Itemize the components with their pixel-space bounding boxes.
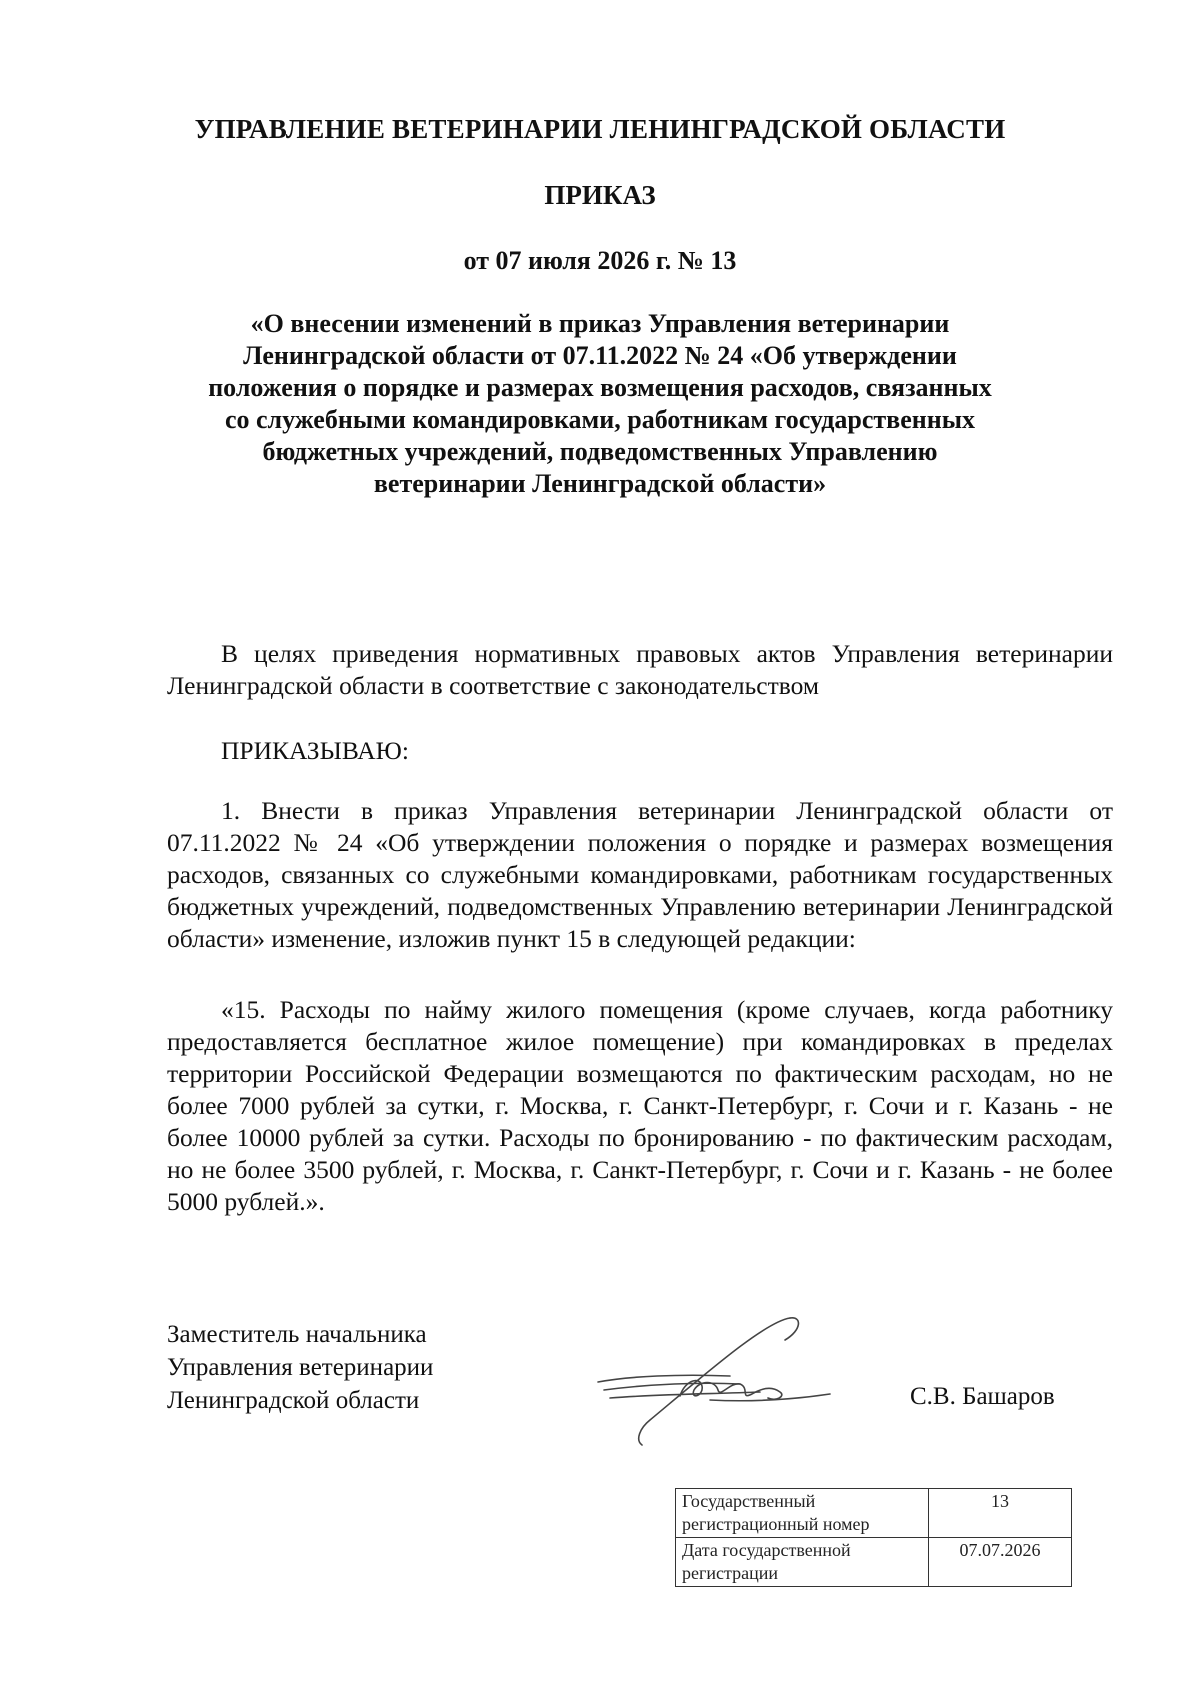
reg-number-value: 13 xyxy=(929,1489,1072,1538)
signer-position xyxy=(167,1318,433,1417)
point-1-paragraph: 1. Внести в приказ Управления ветеринарии Ленинградской области от 07.11.2022 № 24 «Об утверждении положения о порядке и размерах возмещения расходов, связанных со служебными командировками, работникам государственных бюджетных учреждений, подведомственных Управлению ветеринарии Ленинградской области» изменение, изложив пункт 15 в следующей редакции: xyxy=(167,796,1113,953)
handwritten-signature xyxy=(590,1310,840,1450)
registration-stamp-table xyxy=(675,1488,1072,1587)
signer-position-line: Ленинградской области xyxy=(167,1387,420,1414)
document-subject: «О внесении изменений в приказ Управления ветеринарии Ленинградской области от 07.11.2022 № 24 «Об утверждении положения о порядке и размерах возмещения расходов, связанных со служебными командировками, работникам государственных бюджетных учреждений, подведомственных Управлению ветеринарии Ленинградской области» xyxy=(208,309,992,498)
table-row xyxy=(676,1489,1072,1538)
order-word: ПРИКАЗЫВАЮ: xyxy=(221,736,409,765)
signer-name: С.В. Башаров xyxy=(910,1383,1055,1410)
reg-date-value: 07.07.2026 xyxy=(929,1538,1072,1587)
signer-position-line: Управления ветеринарии xyxy=(167,1354,434,1381)
reg-number-label: Государственный регистрационный номер xyxy=(676,1489,929,1538)
document-date-number: от 07 июля 2026 г. № 13 xyxy=(463,246,737,275)
organization-name: УПРАВЛЕНИЕ ВЕТЕРИНАРИИ ЛЕНИНГРАДСКОЙ ОБЛАСТИ xyxy=(194,114,1006,144)
signer-position-line: Заместитель начальника xyxy=(167,1321,427,1348)
point-15-quote: «15. Расходы по найму жилого помещения (кроме случаев, когда работнику предоставляется бесплатное жилое помещение) при командировках в пределах территории Российской Федерации возмещаются по фактическим расходам, но не более 7000 рублей за сутки, г. Москва, г. Санкт-Петербург, г. Сочи и г. Казань - не более 10000 рублей за сутки. Расходы по бронированию - по фактическим расходам, но не более 3500 рублей, г. Москва, г. Санкт-Петербург, г. Сочи и г. Казань - не более 5000 рублей.». xyxy=(167,995,1113,1216)
table-row xyxy=(676,1538,1072,1587)
reg-date-label: Дата государственной регистрации xyxy=(676,1538,929,1587)
document-type: ПРИКАЗ xyxy=(544,180,656,210)
intro-paragraph: В целях приведения нормативных правовых актов Управления ветеринарии Ленинградской области в соответствие с законодательством xyxy=(167,639,1113,700)
